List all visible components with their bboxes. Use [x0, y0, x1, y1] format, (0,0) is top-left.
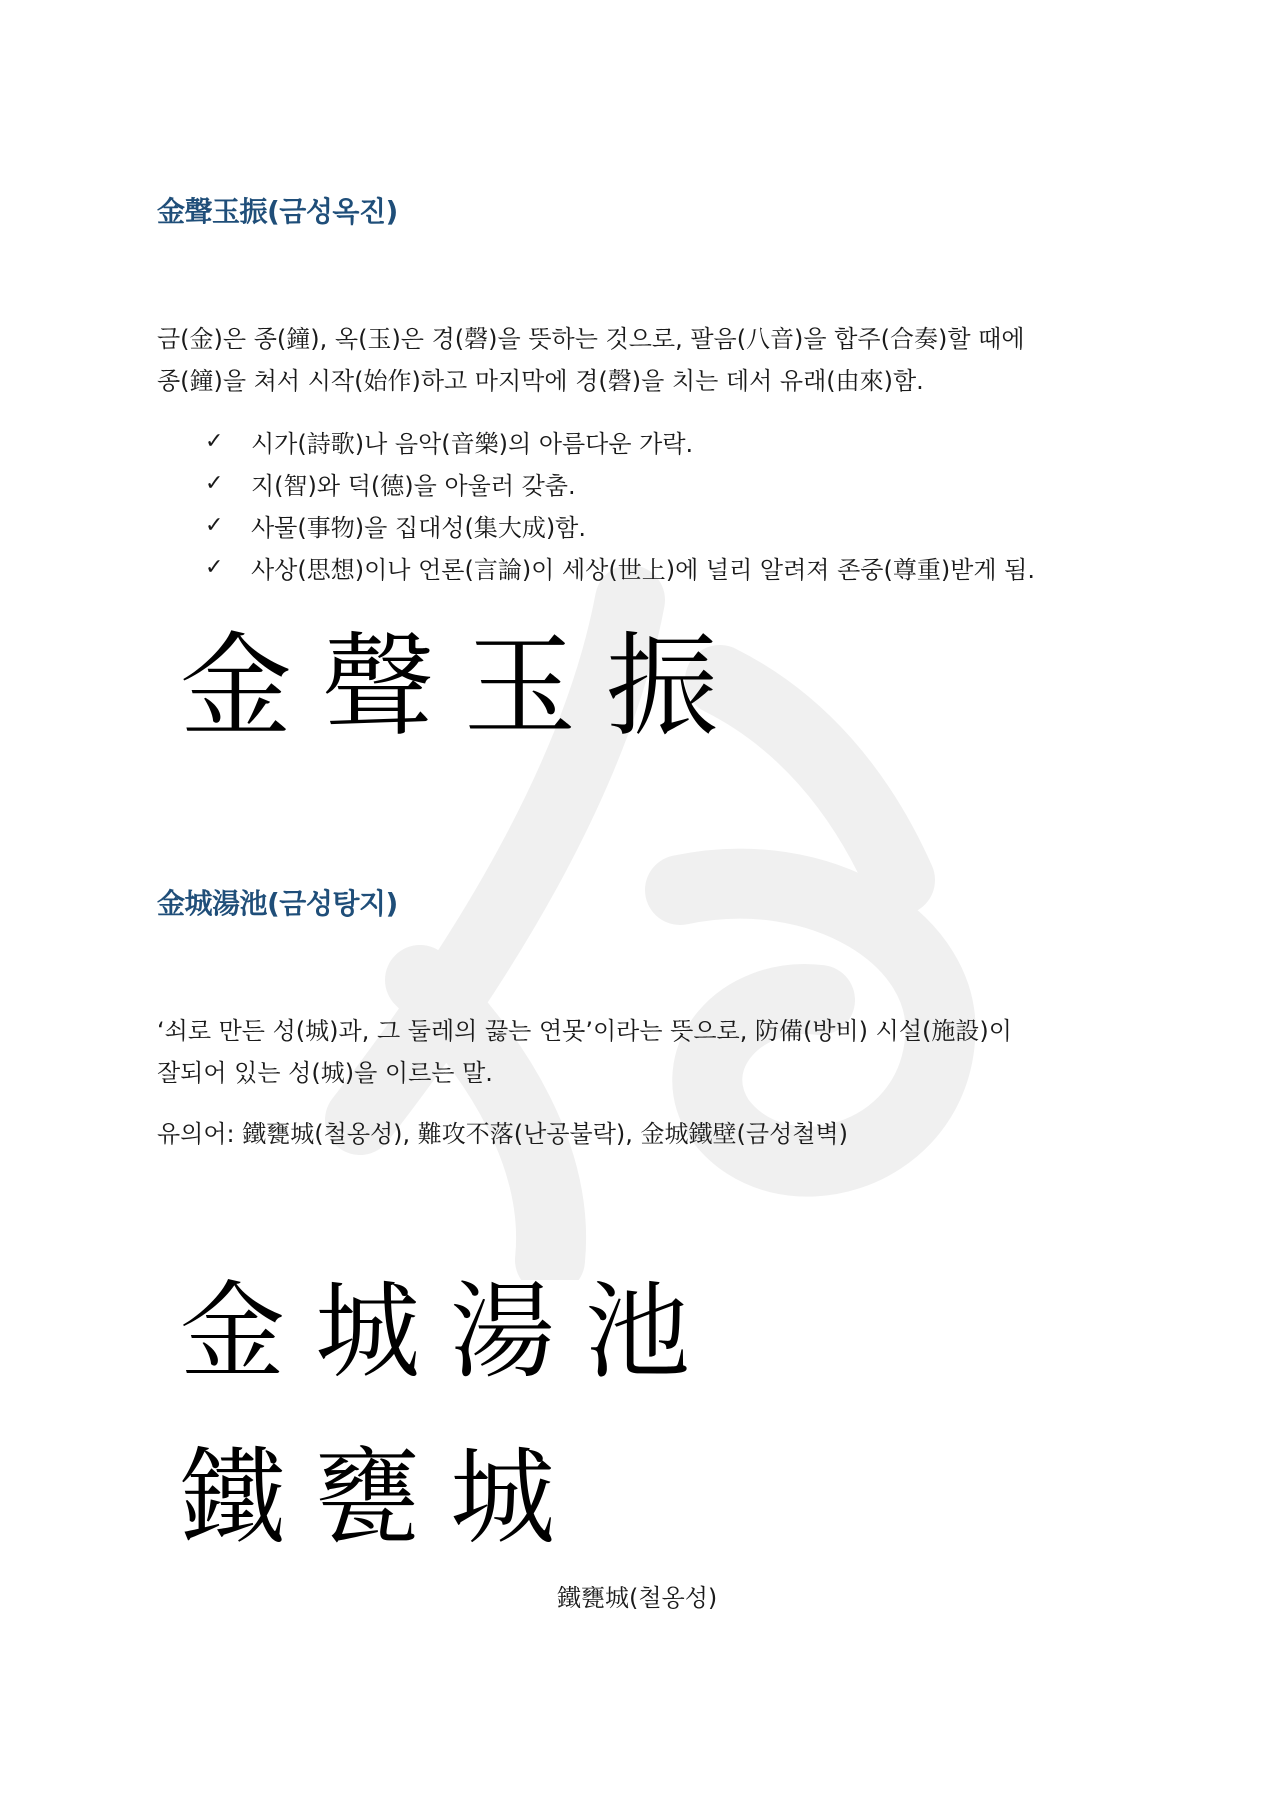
list-item-text: 사물(事物)을 집대성(集大成)함.	[251, 513, 586, 542]
synonyms-line: 유의어: 鐵甕城(철옹성), 難攻不落(난공불락), 金城鐵壁(금성철벽)	[157, 1120, 848, 1148]
list-item-text: 사상(思想)이나 언론(言論)이 세상(世上)에 널리 알려져 존중(尊重)받게 됨.	[251, 555, 1035, 584]
list-item	[205, 546, 1035, 588]
list-item	[205, 420, 1035, 462]
list-item-text: 지(智)와 덕(德)을 아울러 갖춤.	[251, 471, 576, 500]
seal-script-image-cheolongseong: 鐵甕城	[180, 1437, 586, 1559]
seal-script-image-geumseong-okjin: 金聲玉振	[180, 622, 748, 752]
list-item	[205, 462, 1035, 504]
list-item-text: 시가(詩歌)나 음악(音樂)의 아름다운 가락.	[251, 429, 694, 458]
description-line-2: 잘되어 있는 성(城)을 이르는 말.	[157, 1059, 493, 1087]
seal-caption: 鐵甕城(철옹성)	[557, 1584, 718, 1612]
checkmark-icon: ✓	[205, 512, 224, 538]
description-line-2: 종(鐘)을 쳐서 시작(始作)하고 마지막에 경(磬)을 치는 데서 유래(由來)함.	[157, 367, 924, 395]
list-item	[205, 504, 1035, 546]
description-line-1: ‘쇠로 만든 성(城)과, 그 둘레의 끓는 연못’이라는 뜻으로, 防備(방비) 시설(施設)이	[157, 1017, 1012, 1045]
seal-script-image-geumseong-tangji: 金城湯池	[180, 1271, 721, 1393]
section-heading-geumseong-tangji: 金城湯池(금성탕지)	[157, 887, 398, 920]
meaning-list	[205, 420, 1035, 588]
checkmark-icon: ✓	[205, 554, 224, 580]
section-heading-geumseong-okjin: 金聲玉振(금성옥진)	[157, 195, 398, 228]
description-line-1: 금(金)은 종(鐘), 옥(玉)은 경(磬)을 뜻하는 것으로, 팔음(八音)을 합주(合奏)할 때에	[157, 325, 1025, 353]
checkmark-icon: ✓	[205, 470, 224, 496]
checkmark-icon: ✓	[205, 428, 224, 454]
